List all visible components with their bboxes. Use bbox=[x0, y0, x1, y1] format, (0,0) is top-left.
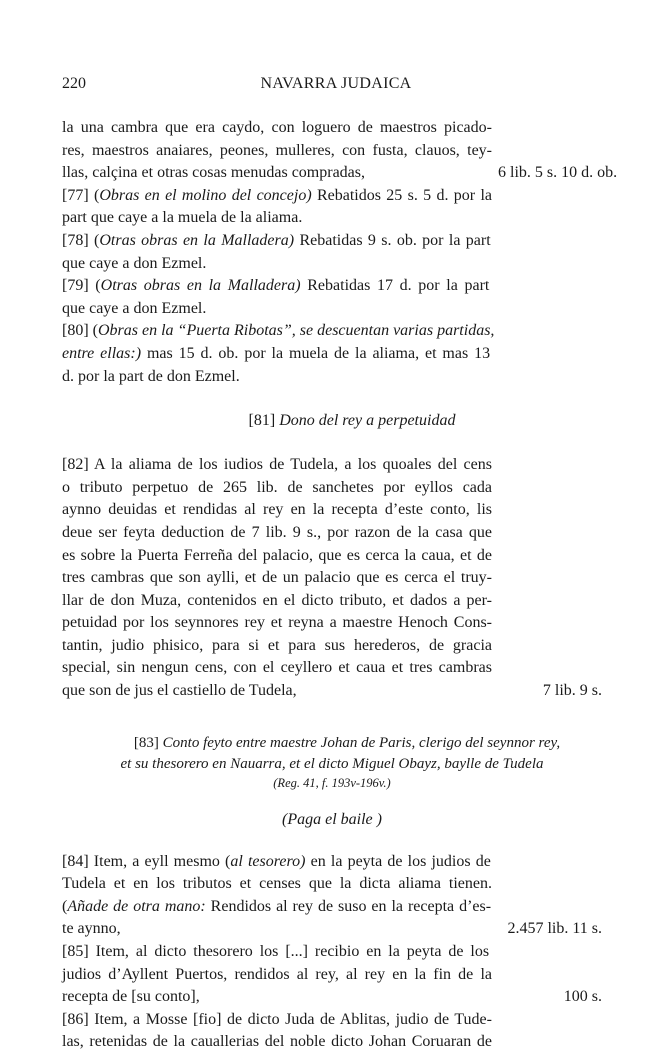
text-line-content: res, maestros anaiares, peones, mulleres, con fusta, clauos, tey- bbox=[62, 141, 492, 159]
text-line bbox=[62, 680, 602, 703]
archive-reference: (Reg. 41, f. 193v-196v.) bbox=[273, 775, 391, 790]
heading-title: Dono del rey a perpetuidad bbox=[279, 412, 456, 430]
text-line-content: [82] A la aliama de los iudios de Tudela, a los quoales del cens bbox=[62, 456, 492, 474]
text-line-content: aynno deuidas et rendidas al rey en la recepta d’este conto, lis bbox=[62, 501, 492, 519]
section-heading-81 bbox=[62, 410, 602, 432]
entry-number: [78] ( bbox=[62, 231, 100, 249]
text-line-content: tantin, judio phisico, para si et para sus herederos, de gracia bbox=[62, 636, 492, 654]
heading-number: [81] bbox=[248, 412, 280, 430]
text-line-content: judios d’Ayllent Puertos, rendidos al rey, al rey en la fin de la bbox=[62, 965, 492, 983]
text-line-content: te aynno, bbox=[62, 920, 121, 938]
italic-note: entre ellas:) bbox=[62, 344, 142, 362]
text-line-content: tres cambras que son aylli, et de un palacio que es cerca el truy- bbox=[62, 569, 492, 587]
entry-number: [80] ( bbox=[62, 322, 98, 340]
text-line-content: las, retenidas de la cauallerias del noble dicto Johan Coruaran de bbox=[62, 1033, 492, 1051]
section-heading-83 bbox=[62, 733, 602, 775]
text-line-content: [85] Item, al dicto thesorero los [...] recibio en la peyta de los bbox=[62, 943, 490, 961]
text-line-content: es sobre la Puerta Ferreña del palacio, que es cerca la caua, et de bbox=[62, 546, 492, 564]
text-line-content: [86] Item, a Mosse [fio] de dicto Juda de Ablitas, judio de Tude- bbox=[62, 1010, 492, 1028]
text-line-content: deue ser feyta deduction de 7 lib. 9 s., por razon de la casa que bbox=[62, 523, 492, 541]
text-line-content: d. por la part de don Ezmel. bbox=[62, 367, 240, 385]
text-line-content: o tributo perpetuo de 265 lib. de sanchetes por eyllos cada bbox=[62, 478, 492, 496]
italic-note: Obras en el molino del concejo) bbox=[99, 186, 312, 204]
text-line bbox=[62, 522, 602, 545]
page-header bbox=[62, 73, 602, 95]
entry-78 bbox=[62, 230, 602, 253]
entry-line bbox=[62, 343, 492, 366]
text-line-content: que son de jus el castiello de Tudela, bbox=[62, 682, 297, 700]
entry-line bbox=[62, 230, 492, 253]
entry-text: Rebatidas 17 d. por la part bbox=[300, 277, 490, 295]
entry-86 bbox=[62, 1009, 602, 1032]
entry-text: mas 15 d. ob. por la muela de la aliama, et mas 13 bbox=[141, 344, 491, 362]
italic-note: Obras en la “Puerta Ribotas”, se descuentan varias partidas, bbox=[97, 322, 495, 340]
text-line bbox=[62, 140, 602, 163]
entry-line bbox=[62, 185, 492, 208]
text-line-content: petuidad por los seynnores rey et reyna a maestre Henoch Cons- bbox=[62, 614, 492, 632]
entry-line bbox=[62, 851, 492, 874]
entry-line bbox=[62, 896, 492, 919]
heading-line: et su thesorero en Nauarra, et el dicto Miguel Obayz, baylle de Tudela bbox=[120, 755, 544, 772]
text-line bbox=[62, 896, 602, 919]
text-block-top bbox=[62, 117, 618, 388]
entry-text: [84] Item, a eyll mesmo ( bbox=[62, 852, 231, 870]
italic-note: al tesorero) bbox=[230, 852, 306, 870]
text-line bbox=[62, 162, 618, 185]
entry-text: en la peyta de los judios de bbox=[305, 852, 491, 870]
italic-note: Otras obras en la Malladera) bbox=[99, 231, 295, 249]
entry-text: Rendidos al rey de suso en la recepta d’es- bbox=[205, 897, 492, 915]
text-line-content: special, sin nengun cens, con el ceyllero et caua et tres cambras bbox=[62, 659, 492, 677]
text-line bbox=[62, 567, 602, 590]
text-line bbox=[62, 207, 602, 230]
entry-84 bbox=[62, 851, 602, 874]
text-line bbox=[62, 545, 602, 568]
text-line-content: que caye a don Ezmel. bbox=[62, 254, 207, 272]
text-line bbox=[62, 590, 602, 613]
text-line bbox=[62, 612, 602, 635]
text-line-content: la una cambra que era caydo, con loguero de maestros picado- bbox=[62, 119, 492, 136]
entry-85 bbox=[62, 941, 602, 964]
entry-line bbox=[62, 320, 494, 343]
text-line bbox=[62, 477, 602, 500]
italic-note: Otras obras en la Malladera) bbox=[100, 277, 301, 295]
entry-79 bbox=[62, 275, 602, 298]
text-line bbox=[62, 454, 602, 477]
text-line bbox=[62, 298, 602, 321]
text-line bbox=[62, 873, 602, 896]
text-line bbox=[62, 1031, 602, 1054]
heading-line bbox=[62, 733, 602, 754]
entry-number: [77] ( bbox=[62, 186, 100, 204]
text-line-content: que caye a don Ezmel. bbox=[62, 299, 207, 317]
entry-number: [79] ( bbox=[62, 277, 101, 295]
amount: 2.457 lib. 11 s. bbox=[507, 920, 602, 938]
heading-title: Conto feyto entre maestre Johan de Paris, clerigo del seynnor rey, bbox=[162, 734, 561, 751]
text-line-content: recepta de [su conto], bbox=[62, 988, 200, 1006]
text-line-content: llas, calçina et otras cosas menudas compradas, bbox=[62, 164, 365, 182]
amount: 6 lib. 5 s. 10 d. ob. bbox=[498, 164, 618, 182]
heading-number: [83] bbox=[133, 734, 163, 751]
italic-note: Añade de otra mano: bbox=[67, 897, 206, 915]
amount: 100 s. bbox=[563, 988, 602, 1006]
entry-77 bbox=[62, 185, 602, 208]
text-line bbox=[62, 635, 602, 658]
entry-line bbox=[62, 275, 492, 298]
entry-82 bbox=[62, 454, 602, 703]
entry-80 bbox=[62, 320, 602, 343]
text-line bbox=[62, 657, 602, 680]
amount: 7 lib. 9 s. bbox=[542, 682, 602, 700]
text-line-content: Tudela et en los tributos et censes que la dicta aliama tienen. bbox=[62, 875, 492, 893]
text-line bbox=[62, 918, 602, 941]
text-line bbox=[62, 499, 602, 522]
running-title: NAVARRA JUDAICA bbox=[260, 75, 412, 92]
text-line-content: part que caye a la muela de la aliama. bbox=[62, 209, 303, 227]
text-block-bottom bbox=[62, 851, 602, 1054]
text-line bbox=[62, 366, 602, 389]
text-line-content: llar de don Muza, contenidos en el dicto tributo, et dados a per- bbox=[62, 591, 492, 609]
subheading: (Paga el baile ) bbox=[282, 810, 382, 828]
page-number: 220 bbox=[62, 75, 86, 92]
text-line bbox=[62, 117, 602, 140]
text-line bbox=[62, 986, 602, 1009]
entry-text: ( bbox=[62, 897, 68, 915]
entry-text: Rebatidas 9 s. ob. por la part bbox=[294, 231, 491, 249]
text-line bbox=[62, 343, 602, 366]
entry-text: Rebatidos 25 s. 5 d. por la bbox=[311, 186, 493, 204]
text-line bbox=[62, 253, 602, 276]
text-line bbox=[62, 964, 602, 987]
